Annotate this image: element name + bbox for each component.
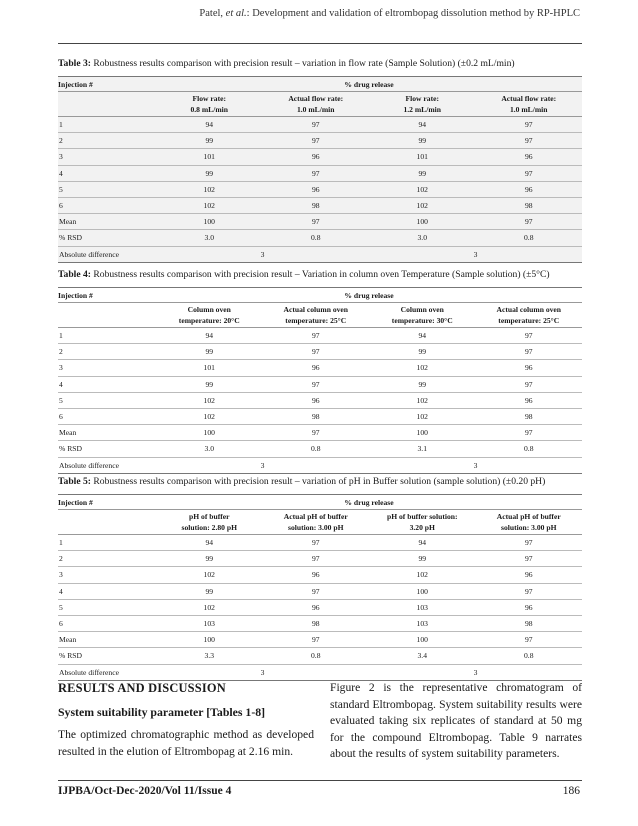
table-row: % RSD 3.0 0.8 3.1 0.8 — [58, 441, 582, 457]
table-5-subheader: Actual pH of buffer solution: 3.00 pH — [476, 510, 583, 535]
table-3-caption-text: Robustness results comparison with precision result – variation in flow rate (Sample Solution) (±0.2 mL/min) — [90, 58, 515, 69]
table-row: 1 94 97 94 97 — [58, 117, 582, 133]
table-row-absolute-difference: Absolute difference 3 3 — [58, 457, 582, 473]
table-5-subheader: pH of buffer solution: 2.80 pH — [156, 510, 263, 535]
table-row: 2 99 97 99 97 — [58, 133, 582, 149]
table-row: 4 99 97 99 97 — [58, 376, 582, 392]
table-3-header-group: % drug release — [156, 77, 582, 92]
table-5-subheader: Actual pH of buffer solution: 3.00 pH — [263, 510, 370, 535]
table-row: % RSD 3.3 0.8 3.4 0.8 — [58, 648, 582, 664]
footer-journal: IJPBA/Oct-Dec-2020/Vol 11/Issue 4 — [58, 785, 232, 797]
left-paragraph: The optimized chromatographic method as developed resulted in the elution of Eltrombopag at 2.16 min. — [58, 728, 314, 758]
table-row: 4 99 97 99 97 — [58, 165, 582, 181]
table-row: 2 99 97 99 97 — [58, 551, 582, 567]
table-5-label: Table 5: — [58, 476, 91, 487]
table-4-block — [58, 269, 582, 474]
table-4-subheader: Actual column oven temperature: 25°C — [263, 303, 370, 328]
table-row: % RSD 3.0 0.8 3.0 0.8 — [58, 230, 582, 246]
table-3-subheader: Actual flow rate: 1.0 mL/min — [476, 92, 583, 117]
header-etal: et al. — [225, 8, 247, 19]
table-row: 2 99 97 99 97 — [58, 344, 582, 360]
table-4 — [58, 287, 582, 474]
table-4-subheader: Column oven temperature: 20°C — [156, 303, 263, 328]
right-paragraph: Figure 2 is the representative chromatogram of standard Eltrombopag. System suitability results were evaluated taking six replicates of standard at 50 mg for the compound Eltrombopag. Table 9 narrates about the results of system suitability parameters. — [330, 681, 582, 760]
table-row: 6 103 98 103 98 — [58, 615, 582, 631]
header-title: : Development and validation of eltrombopag dissolution method by RP-HPLC — [246, 8, 580, 19]
table-4-caption-text: Robustness results comparison with precision result – Variation in column oven Temperature (Sample solution) (±5°C) — [90, 269, 550, 280]
header-rule — [58, 43, 582, 44]
table-4-label: Table 4: — [58, 269, 91, 280]
table-row: 3 102 96 102 96 — [58, 567, 582, 583]
table-row: 1 94 97 94 97 — [58, 535, 582, 551]
table-row: Mean 100 97 100 97 — [58, 425, 582, 441]
header-author: Patel, — [199, 8, 226, 19]
table-5-header-injection: Injection # — [58, 495, 156, 510]
table-row: 5 102 96 103 96 — [58, 599, 582, 615]
table-row: 6 102 98 102 98 — [58, 197, 582, 213]
table-4-subheader: Column oven temperature: 30°C — [369, 303, 476, 328]
table-3-subheader: Flow rate: 1.2 mL/min — [369, 92, 476, 117]
table-4-header-injection: Injection # — [58, 288, 156, 303]
table-row: 5 102 96 102 96 — [58, 181, 582, 197]
table-3-caption — [58, 58, 582, 70]
table-row: 3 101 96 102 96 — [58, 360, 582, 376]
table-row: Mean 100 97 100 97 — [58, 632, 582, 648]
page-number: 186 — [562, 785, 580, 797]
section-heading: RESULTS AND DISCUSSION — [58, 681, 226, 695]
table-5-subheader-blank — [58, 510, 156, 535]
table-row: 3 101 96 101 96 — [58, 149, 582, 165]
table-row: 5 102 96 102 96 — [58, 392, 582, 408]
right-column — [330, 680, 582, 763]
table-5-header-group: % drug release — [156, 495, 582, 510]
table-row: Mean 100 97 100 97 — [58, 214, 582, 230]
table-3-block — [58, 58, 582, 263]
table-3-subheader: Actual flow rate: 1.0 mL/min — [263, 92, 370, 117]
table-5 — [58, 494, 582, 681]
table-3-subheader-blank — [58, 92, 156, 117]
table-4-header-group: % drug release — [156, 288, 582, 303]
table-5-caption — [58, 476, 582, 488]
table-5-caption-text: Robustness results comparison with precision result – variation of pH in Buffer solution (sample solution) (±0.20 pH) — [90, 476, 546, 487]
subsection-heading: System suitability parameter [Tables 1-8] — [58, 704, 266, 719]
table-4-subheader-blank — [58, 303, 156, 328]
footer-rule — [58, 780, 582, 781]
table-5-block — [58, 476, 582, 681]
running-header — [60, 8, 580, 19]
table-row-absolute-difference: Absolute difference 3 3 — [58, 664, 582, 680]
table-4-caption — [58, 269, 582, 281]
table-3-header-injection: Injection # — [58, 77, 156, 92]
table-3 — [58, 76, 582, 263]
table-row: 4 99 97 100 97 — [58, 583, 582, 599]
left-column — [58, 680, 314, 760]
table-row-absolute-difference: Absolute difference 3 3 — [58, 246, 582, 262]
table-row: 6 102 98 102 98 — [58, 408, 582, 424]
table-5-subheader: pH of buffer solution: 3.20 pH — [369, 510, 476, 535]
table-row: 1 94 97 94 97 — [58, 328, 582, 344]
table-4-subheader: Actual column oven temperature: 25°C — [476, 303, 583, 328]
table-3-label: Table 3: — [58, 58, 91, 69]
table-3-subheader: Flow rate: 0.8 mL/min — [156, 92, 263, 117]
